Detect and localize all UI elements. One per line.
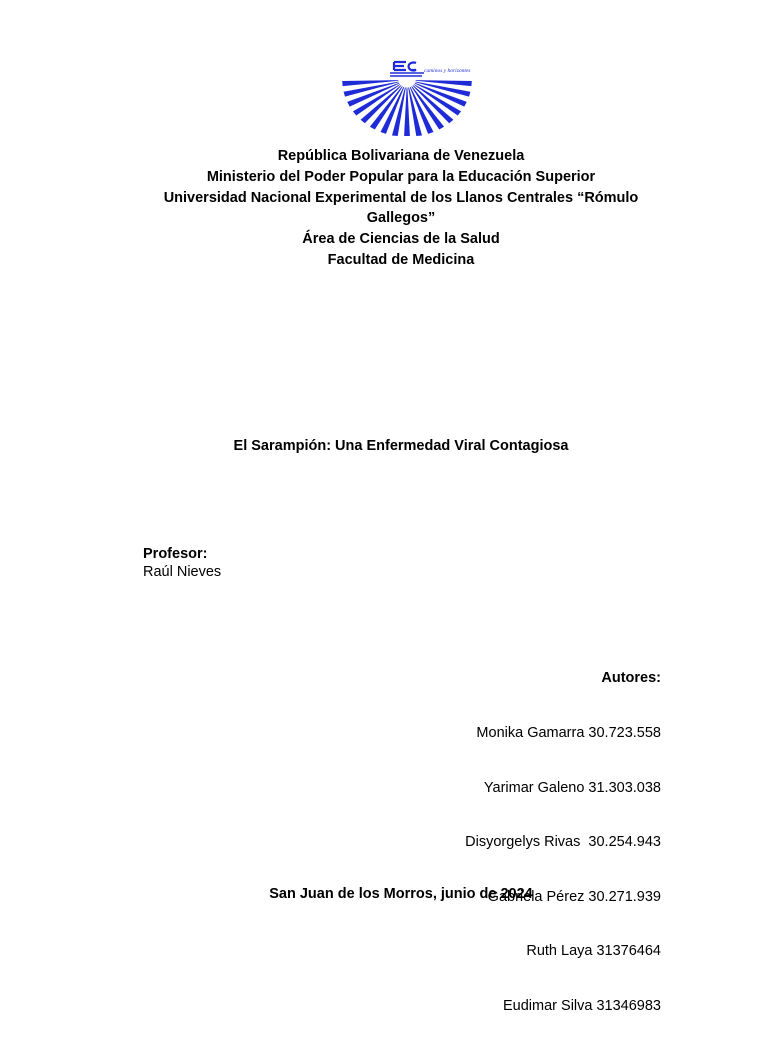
document-title: El Sarampión: Una Enfermedad Viral Contagiosa xyxy=(233,438,569,454)
place-and-date: San Juan de los Morros, junio de 2024 xyxy=(269,886,533,902)
header-line-faculty: Facultad de Medicina xyxy=(327,251,475,268)
logo-ray xyxy=(404,88,410,136)
logo-tagline: caminos y horizontes xyxy=(424,68,471,74)
professor-label: Profesor: xyxy=(143,546,208,562)
author-item: Gabriela Pérez 30.271.939 xyxy=(487,888,661,905)
logo-ray xyxy=(342,80,398,86)
author-item: Yarimar Galeno 31.303.038 xyxy=(483,779,661,796)
logo-sunburst xyxy=(342,80,472,136)
header-line-university-cont: Gallegos” xyxy=(366,210,436,227)
header-line-ministry: Ministerio del Poder Popular para la Educación Superior xyxy=(206,168,596,185)
authors-block xyxy=(465,633,661,1052)
institution-header xyxy=(140,146,662,271)
professor-name: Raúl Nieves xyxy=(143,564,222,580)
author-item: Eudimar Silva 31346983 xyxy=(503,998,661,1015)
logo-ray xyxy=(416,80,472,86)
author-item: Monika Gamarra 30.723.558 xyxy=(476,725,661,742)
author-item: Disyorgelys Rivas 30.254.943 xyxy=(465,834,661,851)
authors-label: Autores: xyxy=(601,670,661,687)
header-line-university: Universidad Nacional Experimental de los Llanos Centrales “Rómulo xyxy=(163,189,639,206)
header-line-area: Área de Ciencias de la Salud xyxy=(302,231,500,248)
header-line-country: República Bolivariana de Venezuela xyxy=(277,148,525,164)
author-item: Ruth Laya 31376464 xyxy=(526,943,661,960)
university-logo xyxy=(338,56,476,138)
logo-monogram xyxy=(390,62,424,76)
